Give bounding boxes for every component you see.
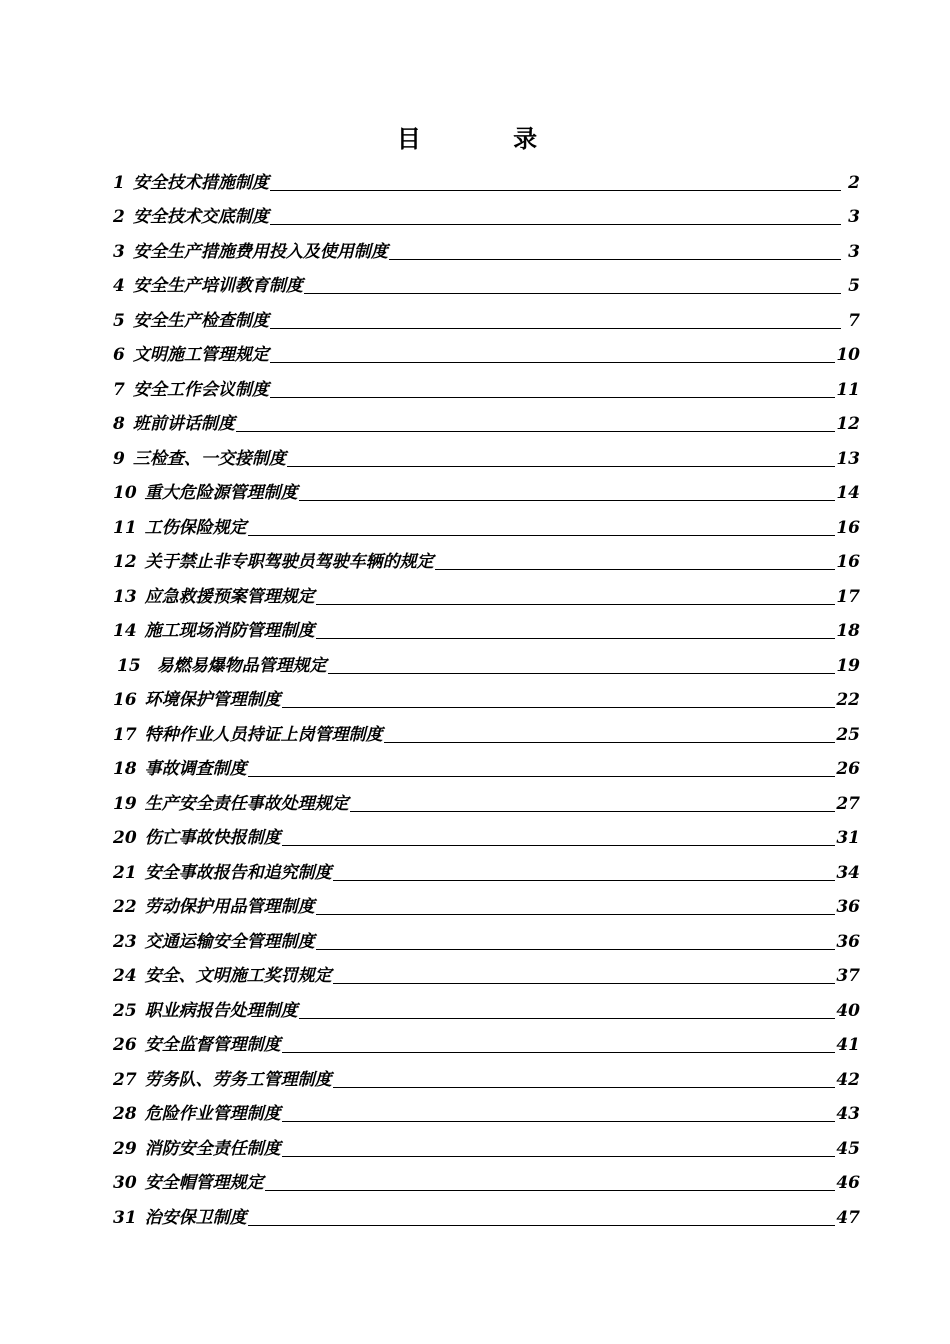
toc-entry-title: 安全技术措施制度 [132, 172, 269, 193]
toc-leader-line [333, 880, 836, 881]
toc-leader-line [389, 259, 841, 260]
toc-entry[interactable] [113, 1159, 860, 1194]
toc-leader-line [270, 224, 841, 225]
toc-entry-number: 9 [113, 448, 125, 469]
toc-entry-number: 30 [113, 1173, 137, 1193]
toc-entry-title: 应急救援预案管理规定 [144, 586, 315, 607]
toc-entry-title: 生产安全责任事故处理规定 [144, 793, 349, 814]
toc-entry[interactable] [113, 745, 860, 780]
toc-entry[interactable] [113, 331, 860, 366]
toc-entry-number: 8 [113, 414, 125, 434]
toc-entry-number: 20 [113, 828, 137, 848]
toc-entry[interactable] [113, 1090, 860, 1125]
toc-title: 目 录 [396, 124, 580, 153]
toc-entry[interactable] [113, 434, 860, 469]
toc-entry[interactable] [113, 779, 860, 814]
toc-entry-number: 23 [113, 931, 137, 952]
toc-entry-page: 34 [836, 862, 860, 883]
toc-list [113, 158, 860, 1228]
toc-entry-title: 安全生产检查制度 [132, 310, 269, 331]
toc-entry-page: 5 [848, 276, 860, 296]
toc-entry-title: 安全帽管理规定 [144, 1173, 264, 1193]
toc-leader-line [316, 914, 836, 915]
toc-leader-line [299, 1018, 836, 1019]
toc-entry[interactable] [113, 1021, 860, 1056]
toc-entry[interactable] [113, 538, 860, 573]
toc-leader-line [248, 776, 836, 777]
toc-entry-number: 3 [113, 241, 125, 262]
toc-entry-number: 27 [113, 1069, 137, 1090]
toc-leader-line [282, 707, 836, 708]
toc-entry-number: 24 [113, 966, 137, 986]
toc-leader-line [299, 500, 836, 501]
toc-entry[interactable] [113, 917, 860, 952]
toc-leader-line [435, 569, 836, 570]
toc-entry-number: 17 [113, 724, 137, 745]
toc-entry[interactable] [113, 1055, 860, 1090]
toc-leader-line [270, 397, 835, 398]
toc-entry-title: 易燃易爆物品管理规定 [156, 655, 327, 676]
toc-entry-page: 11 [836, 379, 860, 400]
toc-entry-title: 环境保护管理制度 [144, 690, 281, 710]
toc-entry-title: 班前讲话制度 [132, 414, 235, 434]
toc-entry-title: 劳务队、劳务工管理制度 [144, 1069, 332, 1090]
toc-leader-line [316, 638, 836, 639]
toc-leader-line [316, 949, 836, 950]
toc-entry[interactable] [113, 262, 860, 297]
toc-entry[interactable] [113, 158, 860, 193]
toc-entry-title: 工伤保险规定 [144, 517, 247, 538]
toc-entry-title: 安全工作会议制度 [132, 379, 269, 400]
toc-entry[interactable] [113, 676, 860, 711]
toc-entry-number: 5 [113, 310, 125, 331]
toc-leader-line [384, 742, 836, 743]
toc-entry-page: 26 [836, 759, 860, 779]
toc-leader-line [282, 845, 836, 846]
toc-entry-page: 36 [836, 897, 860, 917]
toc-entry[interactable] [113, 952, 860, 987]
toc-entry[interactable] [113, 986, 860, 1021]
toc-entry-page: 25 [836, 724, 860, 745]
toc-entry-number: 31 [113, 1207, 137, 1228]
toc-leader-line [282, 1121, 836, 1122]
toc-entry[interactable] [113, 572, 860, 607]
toc-entry-title: 消防安全责任制度 [144, 1138, 281, 1159]
toc-leader-line [304, 293, 841, 294]
toc-entry-page: 36 [836, 931, 860, 952]
toc-entry-title: 交通运输安全管理制度 [144, 931, 315, 952]
toc-entry-number: 18 [113, 759, 137, 779]
toc-entry-page: 7 [848, 310, 860, 331]
toc-entry-number: 19 [113, 793, 137, 814]
toc-entry-page: 37 [836, 966, 860, 986]
toc-entry-page: 12 [836, 414, 860, 434]
toc-entry[interactable] [113, 814, 860, 849]
toc-leader-line [316, 604, 836, 605]
toc-leader-line [248, 535, 836, 536]
toc-entry-title: 安全事故报告和追究制度 [144, 862, 332, 883]
toc-entry-title: 重大危险源管理制度 [144, 483, 298, 503]
toc-leader-line [333, 983, 836, 984]
toc-leader-line [236, 431, 835, 432]
toc-entry-number: 13 [113, 586, 137, 607]
toc-leader-line [282, 1052, 836, 1053]
toc-entry-page: 13 [836, 448, 860, 469]
toc-leader-line [270, 190, 841, 191]
toc-entry-number: 11 [113, 517, 137, 538]
toc-leader-line [265, 1190, 836, 1191]
toc-entry-number: 21 [113, 862, 137, 883]
toc-entry-page: 22 [836, 690, 860, 710]
toc-entry-title: 职业病报告处理制度 [144, 1000, 298, 1021]
toc-entry-title: 劳动保护用品管理制度 [144, 897, 315, 917]
toc-leader-line [270, 362, 835, 363]
toc-entry-page: 3 [848, 207, 860, 227]
toc-entry-page: 10 [836, 345, 860, 365]
toc-entry[interactable] [113, 365, 860, 400]
toc-entry-number: 14 [113, 621, 137, 641]
toc-entry-title: 文明施工管理规定 [132, 345, 269, 365]
toc-entry-title: 安全生产措施费用投入及使用制度 [132, 241, 388, 262]
toc-entry-title: 危险作业管理制度 [144, 1104, 281, 1124]
toc-entry-title: 伤亡事故快报制度 [144, 828, 281, 848]
toc-entry-number: 28 [113, 1104, 137, 1124]
toc-entry-number: 29 [113, 1138, 137, 1159]
toc-entry-title: 安全技术交底制度 [132, 207, 269, 227]
toc-leader-line [270, 328, 841, 329]
toc-entry-number: 4 [113, 276, 125, 296]
toc-entry-number: 15 [117, 655, 141, 676]
toc-entry[interactable] [113, 1124, 860, 1159]
toc-entry[interactable] [113, 607, 860, 642]
toc-leader-line [350, 811, 836, 812]
toc-entry-page: 16 [836, 517, 860, 538]
toc-entry-page: 47 [836, 1207, 860, 1228]
toc-entry-page: 27 [836, 793, 860, 814]
toc-entry-page: 2 [848, 172, 860, 193]
toc-entry-title: 安全、文明施工奖罚规定 [144, 966, 332, 986]
toc-entry-number: 1 [113, 172, 125, 193]
toc-entry-number: 22 [113, 897, 137, 917]
toc-entry-number: 16 [113, 690, 137, 710]
toc-entry-page: 17 [836, 586, 860, 607]
toc-entry[interactable] [113, 710, 860, 745]
toc-entry-title: 治安保卫制度 [144, 1207, 247, 1228]
toc-entry-page: 40 [836, 1000, 860, 1021]
toc-entry-number: 6 [113, 345, 125, 365]
toc-entry-title: 施工现场消防管理制度 [144, 621, 315, 641]
toc-entry-number: 12 [113, 552, 137, 572]
toc-entry-number: 25 [113, 1000, 137, 1021]
toc-entry-number: 10 [113, 483, 137, 503]
toc-entry-title: 三检查、一交接制度 [132, 448, 286, 469]
toc-entry-page: 42 [836, 1069, 860, 1090]
toc-entry-title: 关于禁止非专职驾驶员驾驶车辆的规定 [144, 552, 434, 572]
toc-entry-title: 特种作业人员持证上岗管理制度 [144, 724, 383, 745]
toc-leader-line [333, 1087, 836, 1088]
toc-entry-page: 45 [836, 1138, 860, 1159]
toc-entry-page: 18 [836, 621, 860, 641]
toc-entry-title: 安全监督管理制度 [144, 1035, 281, 1055]
toc-entry[interactable] [113, 400, 860, 435]
toc-leader-line [328, 673, 836, 674]
toc-entry-title: 安全生产培训教育制度 [132, 276, 303, 296]
toc-entry[interactable] [113, 296, 860, 331]
toc-entry[interactable] [113, 883, 860, 918]
toc-entry[interactable] [113, 469, 860, 504]
toc-entry-page: 19 [836, 655, 860, 676]
toc-entry[interactable] [113, 503, 860, 538]
toc-entry-number: 7 [113, 379, 125, 400]
toc-entry-page: 43 [836, 1104, 860, 1124]
toc-entry-number: 26 [113, 1035, 137, 1055]
toc-leader-line [248, 1225, 836, 1226]
toc-entry-page: 14 [836, 483, 860, 503]
toc-entry-page: 16 [836, 552, 860, 572]
toc-entry[interactable] [113, 1193, 860, 1228]
toc-entry-page: 46 [836, 1173, 860, 1193]
toc-entry-page: 31 [836, 828, 860, 848]
toc-entry[interactable] [113, 193, 860, 228]
toc-entry-page: 41 [836, 1035, 860, 1055]
toc-leader-line [282, 1156, 836, 1157]
toc-entry[interactable] [113, 848, 860, 883]
toc-entry[interactable] [113, 227, 860, 262]
toc-entry-title: 事故调查制度 [144, 759, 247, 779]
toc-entry[interactable] [113, 641, 860, 676]
toc-entry-number: 2 [113, 207, 125, 227]
toc-entry-page: 3 [848, 241, 860, 262]
toc-leader-line [287, 466, 835, 467]
